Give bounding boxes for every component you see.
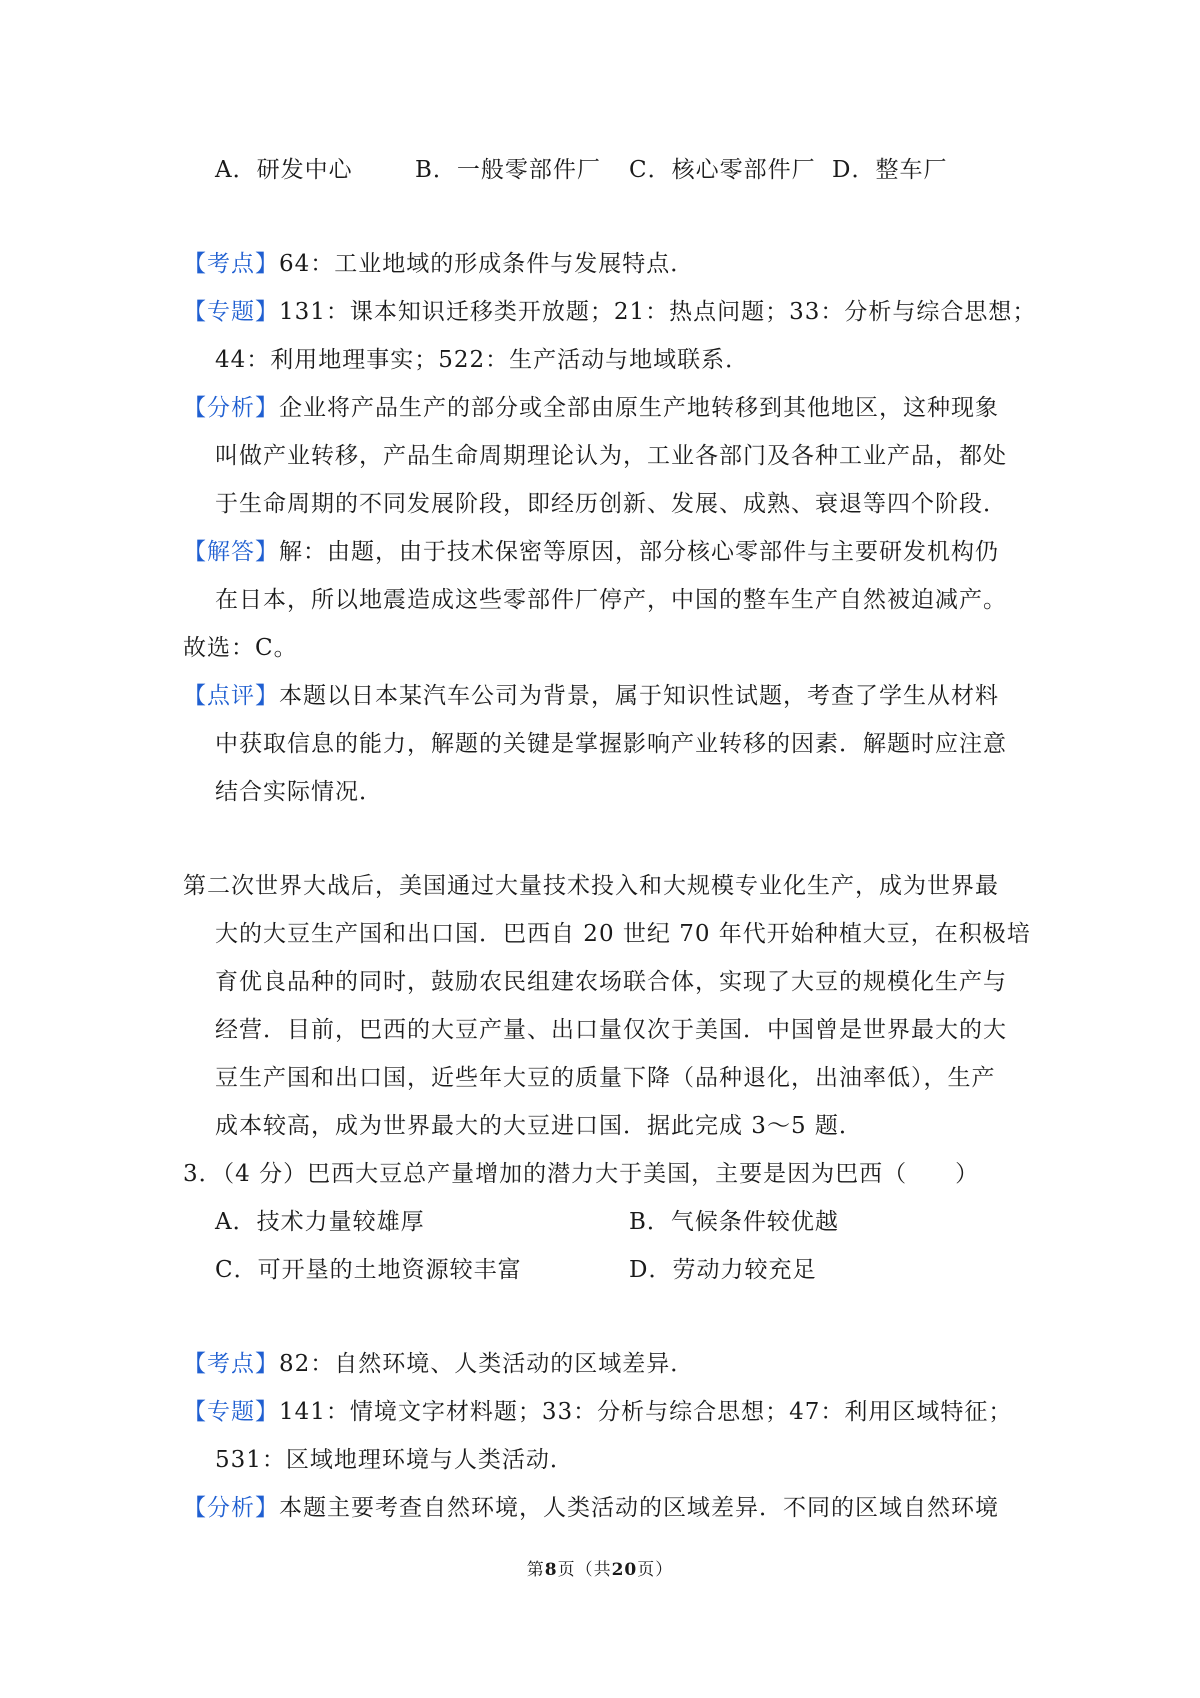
q2-zhuanti: 【专题】131：课本知识迁移类开放题；21：热点问题；33：分析与综合思想；: [183, 299, 1037, 325]
q2-fenxi: 【分析】企业将产品生产的部分或全部由原生产地转移到其他地区，这种现象: [183, 395, 999, 421]
zhuanti-tag: 【专题】: [183, 1399, 279, 1425]
q3-option-a: A．技术力量较雄厚: [215, 1209, 425, 1235]
q2-zhuanti-cont: 44：利用地理事实；522：生产活动与地域联系．: [215, 347, 750, 373]
q3-option-c: C．可开垦的土地资源较丰富: [215, 1257, 522, 1283]
passage-line-3: 育优良品种的同时，鼓励农民组建农场联合体，实现了大豆的规模化生产与: [215, 969, 1007, 995]
q2-option-c: C．核心零部件厂: [629, 157, 816, 183]
kaodian-tag: 【考点】: [183, 1351, 279, 1377]
kaodian-tag: 【考点】: [183, 251, 279, 277]
q3-fenxi: 【分析】本题主要考查自然环境，人类活动的区域差异．不同的区域自然环境: [183, 1495, 999, 1521]
q2-fenxi-cont-2: 于生命周期的不同发展阶段，即经历创新、发展、成熟、衰退等四个阶段．: [215, 491, 1007, 517]
jieda-tag: 【解答】: [183, 539, 279, 565]
q2-option-d: D．整车厂: [832, 157, 948, 183]
passage-line-4: 经营．目前，巴西的大豆产量、出口量仅次于美国．中国曾是世界最大的大: [215, 1017, 1007, 1043]
q2-option-a: A．研发中心: [215, 157, 353, 183]
dianping-tag: 【点评】: [183, 683, 279, 709]
passage-line-2: 大的大豆生产国和出口国．巴西自 20 世纪 70 年代开始种植大豆，在积极培: [215, 921, 1031, 947]
q3-stem: 3．（4 分）巴西大豆总产量增加的潜力大于美国，主要是因为巴西（ ）: [183, 1161, 980, 1187]
q2-fenxi-cont-1: 叫做产业转移，产品生命周期理论认为，工业各部门及各种工业产品，都处: [215, 443, 1007, 469]
q3-zhuanti: 【专题】141：情境文字材料题；33：分析与综合思想；47：利用区域特征；: [183, 1399, 1013, 1425]
q2-answer: 故选：C。: [183, 635, 298, 661]
fenxi-tag: 【分析】: [183, 1495, 279, 1521]
page-number: 8: [544, 1560, 558, 1580]
fenxi-tag: 【分析】: [183, 395, 279, 421]
q2-dianping-cont-1: 中获取信息的能力，解题的关键是掌握影响产业转移的因素．解题时应注意: [215, 731, 1007, 757]
q2-dianping: 【点评】本题以日本某汽车公司为背景，属于知识性试题，考查了学生从材料: [183, 683, 999, 709]
q2-dianping-cont-2: 结合实际情况．: [215, 779, 383, 805]
q2-option-b: B．一般零部件厂: [415, 157, 601, 183]
page-footer: 第8页（共20页）: [526, 1560, 674, 1580]
zhuanti-tag: 【专题】: [183, 299, 279, 325]
page-total: 20: [611, 1560, 638, 1580]
passage-line-5: 豆生产国和出口国，近些年大豆的质量下降（品种退化，出油率低），生产: [215, 1065, 996, 1091]
q3-option-d: D．劳动力较充足: [629, 1257, 817, 1283]
q2-jieda: 【解答】解：由题，由于技术保密等原因，部分核心零部件与主要研发机构仍: [183, 539, 999, 565]
q3-option-b: B．气候条件较优越: [629, 1209, 839, 1235]
q2-kaodian: 【考点】64：工业地域的形成条件与发展特点．: [183, 251, 695, 277]
q2-jieda-cont: 在日本，所以地震造成这些零部件厂停产，中国的整车生产自然被迫减产。: [215, 587, 1007, 613]
passage-line-6: 成本较高，成为世界最大的大豆进口国．据此完成 3～5 题．: [215, 1113, 863, 1139]
passage-line-1: 第二次世界大战后，美国通过大量技术投入和大规模专业化生产，成为世界最: [183, 873, 999, 899]
q3-zhuanti-cont: 531：区域地理环境与人类活动．: [215, 1447, 574, 1473]
q3-kaodian: 【考点】82：自然环境、人类活动的区域差异．: [183, 1351, 695, 1377]
